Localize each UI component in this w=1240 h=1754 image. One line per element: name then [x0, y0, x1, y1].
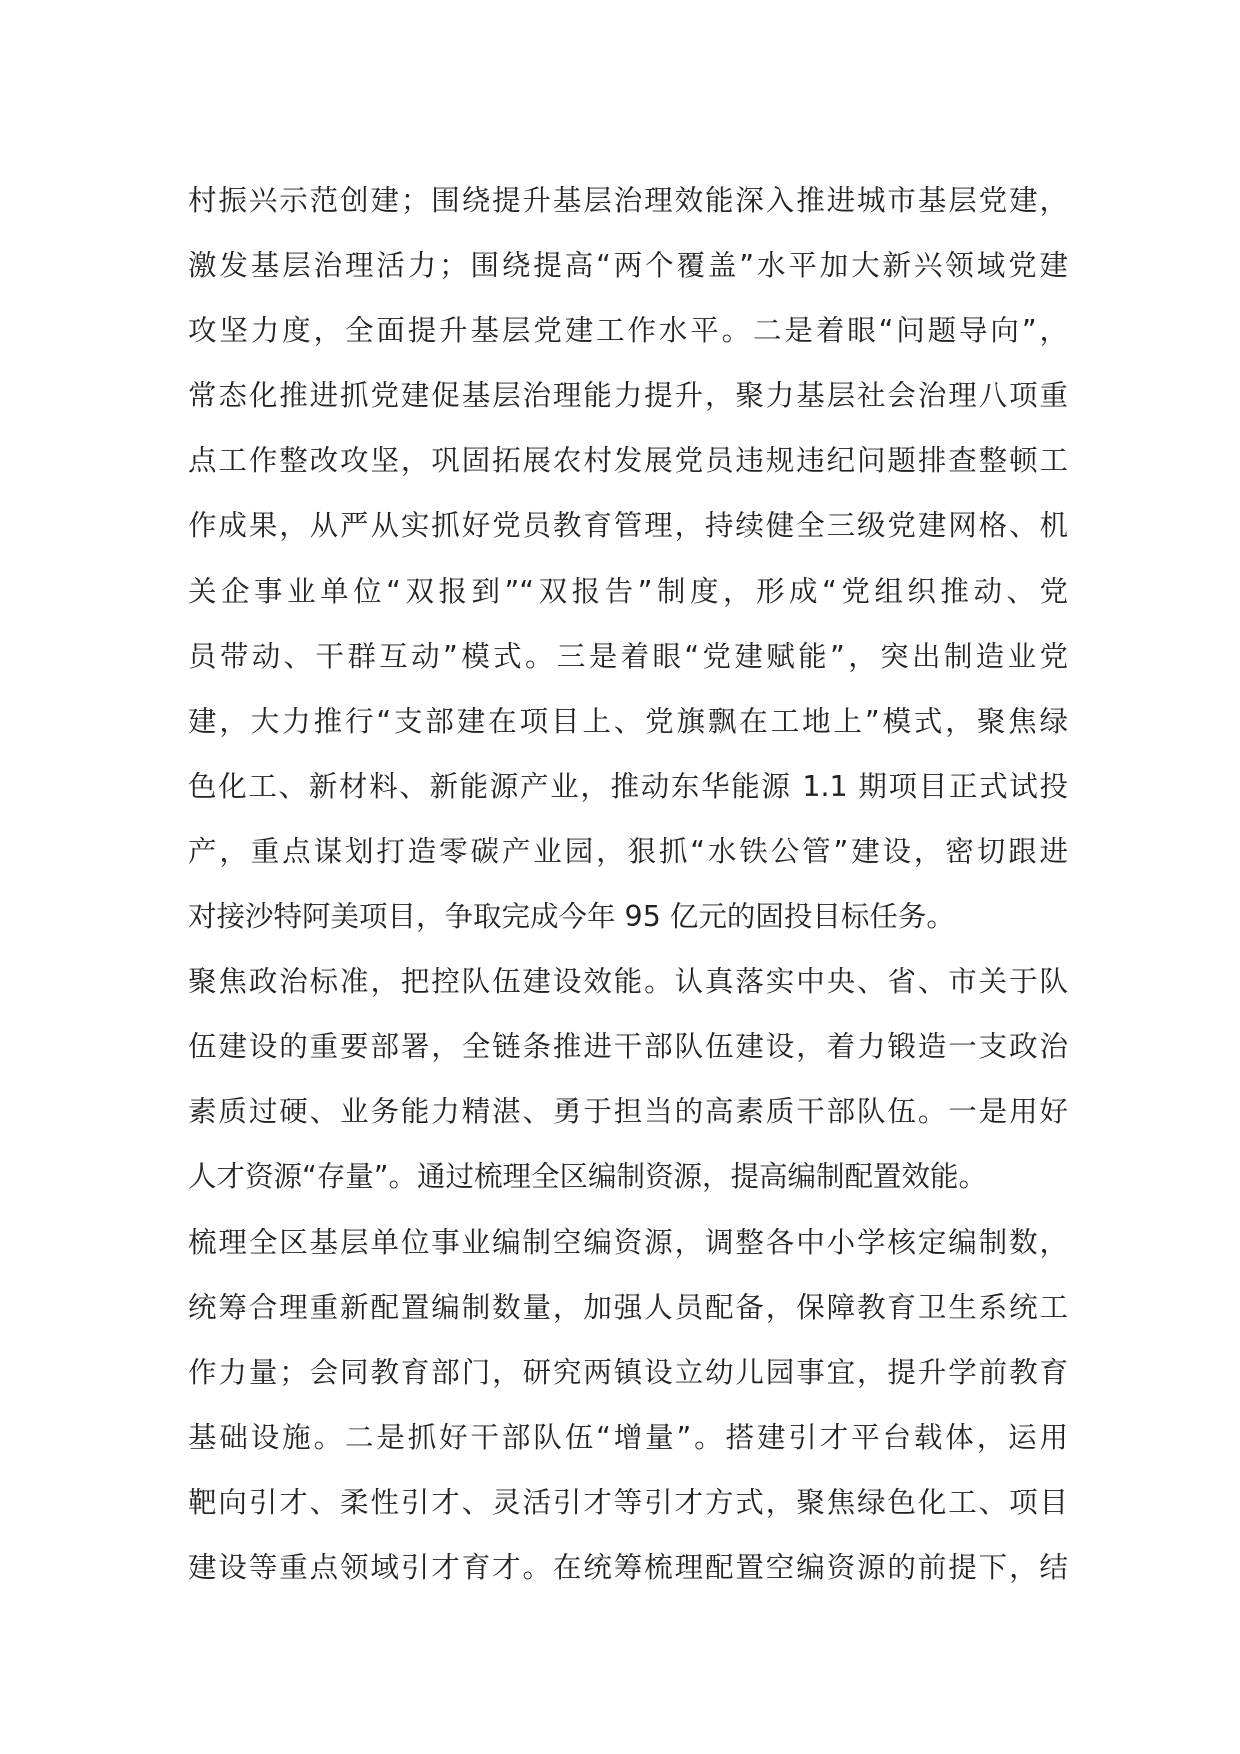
- text-line: 员带动、干群互动”模式。三是着眼“党建赋能”，突出制造业党: [188, 639, 1068, 673]
- text-line: 村振兴示范创建；围绕提升基层治理效能深入推进城市基层党建，: [188, 184, 1068, 217]
- text-line: 建，大力推行“支部建在项目上、党旗飘在工地上”模式，聚焦绿: [188, 704, 1068, 738]
- text-line: 产，重点谋划打造零碳产业园，狠抓“水铁公管”建设，密切跟进: [188, 834, 1068, 868]
- paragraph-2: [188, 949, 1068, 1600]
- text-line: 建设等重点领域引才育才。在统筹梳理配置空编资源的前提下，结: [188, 1550, 1068, 1584]
- text-line: 关企事业单位“双报到”“双报告”制度，形成“党组织推动、党: [188, 574, 1068, 608]
- text-line: 对接沙特阿美项目，争取完成今年 95 亿元的固投目标任务。: [188, 900, 955, 934]
- text-line: 靶向引才、柔性引才、灵活引才等引才方式，聚焦绿色化工、项目: [188, 1485, 1068, 1519]
- text-line: 素质过硬、业务能力精湛、勇于担当的高素质干部队伍。一是用好: [188, 1095, 1068, 1129]
- text-line: 色化工、新材料、新能源产业，推动东华能源 1.1 期项目正式试投: [188, 769, 1068, 803]
- document-body: [188, 168, 1068, 1600]
- text-line: 点工作整改攻坚，巩固拓展农村发展党员违规违纪问题排查整顿工: [188, 444, 1068, 478]
- text-line: 梳理全区基层单位事业编制空编资源，调整各中小学核定编制数，: [188, 1225, 1068, 1259]
- paragraph-1: [188, 168, 1068, 949]
- text-line: 攻坚力度，全面提升基层党建工作水平。二是着眼“问题导向”，: [188, 314, 1068, 348]
- text-line: 作成果，从严从实抓好党员教育管理，持续健全三级党建网格、机: [188, 509, 1068, 543]
- text-line: 作力量；会同教育部门，研究两镇设立幼儿园事宜，提升学前教育: [188, 1355, 1068, 1389]
- text-line: 人才资源“存量”。通过梳理全区编制资源，提高编制配置效能。: [188, 1160, 988, 1194]
- text-line: 伍建设的重要部署，全链条推进干部队伍建设，着力锻造一支政治: [188, 1030, 1068, 1064]
- text-line: 统筹合理重新配置编制数量，加强人员配备，保障教育卫生系统工: [188, 1290, 1068, 1324]
- text-line: 常态化推进抓党建促基层治理能力提升，聚力基层社会治理八项重: [188, 379, 1068, 413]
- text-line: 激发基层治理活力；围绕提高“两个覆盖”水平加大新兴领域党建: [188, 249, 1068, 283]
- text-line: 基础设施。二是抓好干部队伍“增量”。搭建引才平台载体，运用: [188, 1420, 1068, 1454]
- text-line: 聚焦政治标准，把控队伍建设效能。认真落实中央、省、市关于队: [188, 965, 1068, 999]
